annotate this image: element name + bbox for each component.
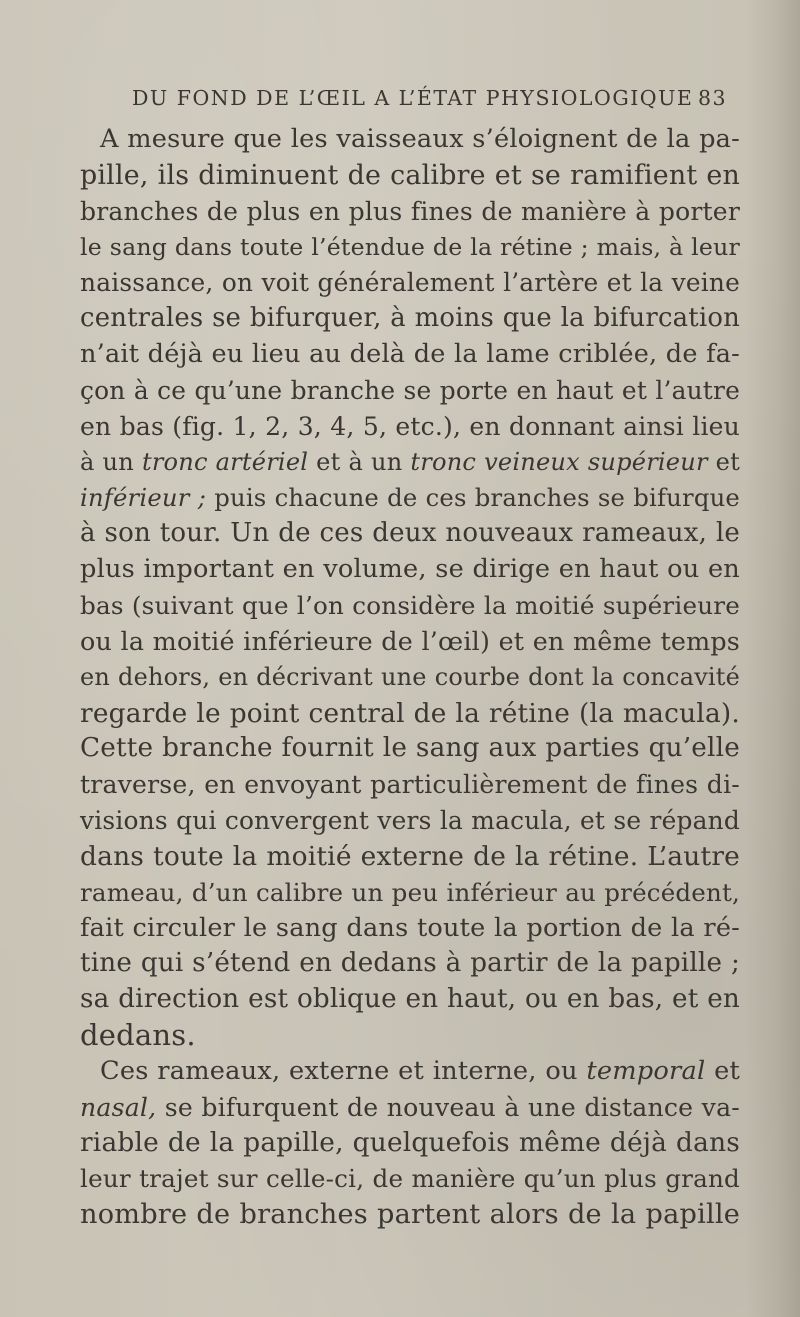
text-segment: Ces rameaux, externe et interne, ou (100, 1055, 587, 1086)
text-line: traverse, en envoyant particulièrement de fines di- (80, 770, 740, 800)
page-number: 83 (698, 86, 728, 110)
text-segment: puis chacune de ces branches se bifurque (206, 483, 740, 513)
text-line: bas (suivant que l’on considère la moitié supérieure (80, 590, 740, 620)
text-line (80, 445, 740, 481)
text-line: ou la moitié inférieure de l’œil) et en même temps (80, 625, 740, 656)
text-line: en dehors, en décrivant une courbe dont la concavité (80, 662, 740, 691)
text-segment: et à un (308, 447, 411, 476)
running-head (132, 86, 732, 118)
text-line: dans toute la moitié externe de la rétine. L’autre (80, 840, 740, 872)
text-line (80, 480, 740, 516)
text-line: naissance, on voit généralement l’artère et la veine (80, 268, 740, 298)
text-line: n’ait déjà eu lieu au delà de la lame criblée, de fa- (80, 339, 740, 370)
running-head-title: DU FOND DE L’ŒIL A L’ÉTAT PHYSIOLOGIQUE (132, 86, 694, 110)
text-segment: se bifurquent de nouveau à une distance va- (156, 1092, 740, 1122)
text-line: Cette branche fournit le sang aux parties qu’elle (80, 733, 740, 764)
text-line: dedans. (80, 1018, 196, 1053)
text-line: à son tour. Un de ces deux nouveaux rameaux, le (80, 518, 740, 549)
italic-term: tronc artériel (141, 447, 309, 476)
text-line: branches de plus en plus fines de manière à porter (80, 196, 740, 226)
text-line: çon à ce qu’une branche se porte en haut et l’autre (80, 375, 740, 405)
text-line: plus important en volume, se dirige en haut ou en (80, 554, 740, 585)
text-line: centrales se bifurquer, à moins que la bifurcation (80, 303, 740, 334)
italic-term: inférieur ; (80, 483, 207, 513)
text-line: fait circuler le sang dans toute la portion de la ré- (80, 912, 740, 943)
text-line: tine qui s’étend en dedans à partir de la papille ; (80, 948, 740, 979)
text-line: visions qui convergent vers la macula, et se répand (80, 806, 740, 836)
text-line: le sang dans toute l’étendue de la rétine ; mais, à leur (80, 232, 740, 261)
text-line: riable de la papille, quelquefois même déjà dans (80, 1127, 740, 1158)
text-line: A mesure que les vaisseaux s’éloignent de la pa- (100, 124, 740, 154)
text-segment: à un (80, 447, 142, 476)
text-line: sa direction est oblique en haut, ou en bas, et en (80, 984, 740, 1015)
body-text (80, 122, 740, 1233)
italic-term: nasal, (80, 1092, 157, 1122)
text-line: leur trajet sur celle-ci, de manière qu’un plus grand (80, 1164, 740, 1194)
italic-term: tronc veineux supérieur (410, 447, 708, 476)
text-line: pille, ils diminuent de calibre et se ramifient en (80, 159, 740, 191)
text-line: nombre de branches partent alors de la papille (80, 1199, 740, 1231)
text-line: rameau, d’un calibre un peu inférieur au précédent, (80, 877, 740, 907)
text-segment: et (707, 447, 740, 476)
italic-term: temporal (586, 1055, 706, 1086)
text-line (80, 1090, 740, 1126)
text-line: regarde le point central de la rétine (la macula). (80, 697, 740, 729)
text-line (80, 1054, 740, 1090)
text-segment: et (705, 1055, 740, 1086)
text-line: en bas (fig. 1, 2, 3, 4, 5, etc.), en donnant ainsi lieu (80, 411, 740, 441)
